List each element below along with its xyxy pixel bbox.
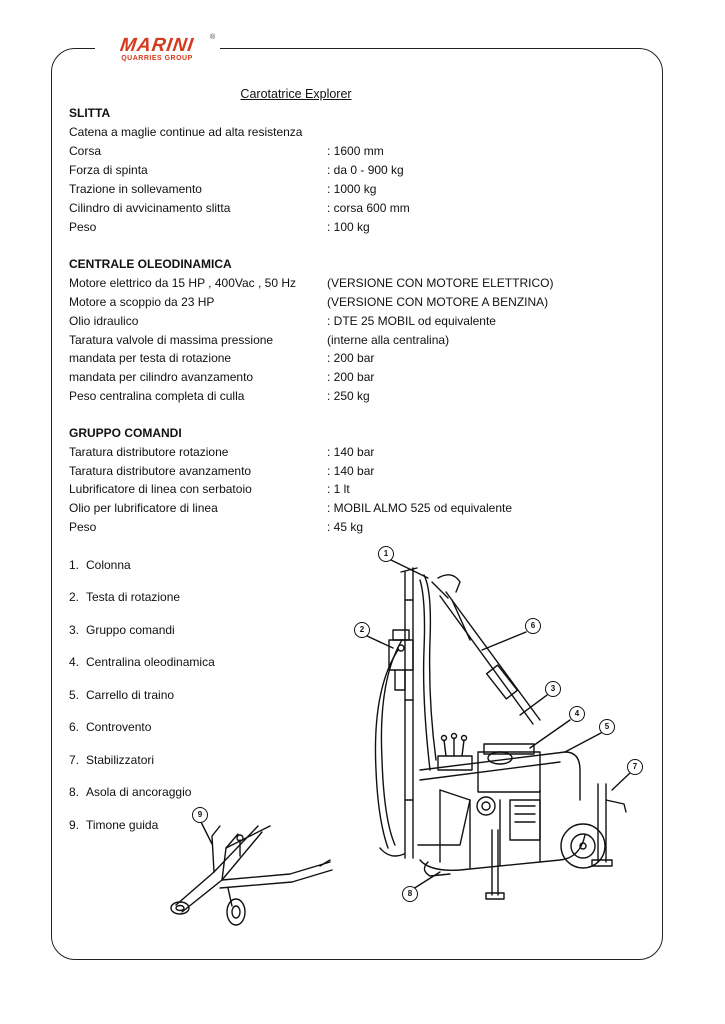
spec-value: : 250 kg xyxy=(327,389,370,403)
spec-label: Forza di spinta xyxy=(69,163,148,177)
callout-4: 4 xyxy=(569,706,585,722)
spec-label: Motore a scoppio da 23 HP xyxy=(69,295,215,309)
logo-main-text: MARINI xyxy=(118,35,196,56)
callout-8: 8 xyxy=(402,886,418,902)
spec-value: : corsa 600 mm xyxy=(327,201,410,215)
callout-7: 7 xyxy=(627,759,643,775)
spec-label: Taratura valvole di massima pressione xyxy=(69,333,274,347)
callout-5: 5 xyxy=(599,719,615,735)
spec-value: : 140 bar xyxy=(327,464,375,478)
document-title: Carotatrice Explorer xyxy=(240,87,352,101)
spec-value: : 45 kg xyxy=(327,520,364,534)
spec-label: Peso centralina completa di culla xyxy=(69,389,245,403)
part-item: 3. Gruppo comandi xyxy=(69,623,175,637)
part-item: 4. Centralina oleodinamica xyxy=(69,655,215,669)
part-item: 2. Testa di rotazione xyxy=(69,590,181,604)
part-item: 8. Asola di ancoraggio xyxy=(69,785,192,799)
spec-value: (VERSIONE CON MOTORE ELETTRICO) xyxy=(327,276,554,290)
part-item: 5. Carrello di traino xyxy=(69,688,175,702)
spec-label: Corsa xyxy=(69,144,102,158)
spec-label: Taratura distributore rotazione xyxy=(69,445,229,459)
spec-value: : 200 bar xyxy=(327,370,375,384)
spec-label: mandata per cilindro avanzamento xyxy=(69,370,254,384)
spec-value: : 100 kg xyxy=(327,220,370,234)
spec-label: Cilindro di avvicinamento slitta xyxy=(69,201,231,215)
spec-label: Lubrificatore di linea con serbatoio xyxy=(69,482,252,496)
spec-value: : 1 lt xyxy=(327,482,350,496)
section-heading-centrale: CENTRALE OLEODINAMICA xyxy=(69,257,232,271)
spec-label: Peso xyxy=(69,220,97,234)
part-item: 1. Colonna xyxy=(69,558,131,572)
logo-registered-mark: ® xyxy=(210,34,216,41)
section-heading-slitta: SLITTA xyxy=(69,106,111,120)
callout-6: 6 xyxy=(525,618,541,634)
spec-label: Taratura distributore avanzamento xyxy=(69,464,252,478)
spec-label: mandata per testa di rotazione xyxy=(69,351,232,365)
spec-value: : 1000 kg xyxy=(327,182,377,196)
spec-value: : 140 bar xyxy=(327,445,375,459)
spec-value: : 1600 mm xyxy=(327,144,384,158)
spec-label: Trazione in sollevamento xyxy=(69,182,202,196)
part-item: 6. Controvento xyxy=(69,720,152,734)
section-heading-gruppo-comandi: GRUPPO COMANDI xyxy=(69,426,182,440)
spec-label: Catena a maglie continue ad alta resistenza xyxy=(69,125,303,139)
spec-value: : 200 bar xyxy=(327,351,375,365)
spec-value: : da 0 - 900 kg xyxy=(327,163,404,177)
logo-subtitle: QUARRIES GROUP xyxy=(121,55,193,62)
part-item: 9. Timone guida xyxy=(69,818,159,832)
spec-value: (interne alla centralina) xyxy=(327,333,450,347)
spec-value: : DTE 25 MOBIL od equivalente xyxy=(327,314,496,328)
spec-label: Olio idraulico xyxy=(69,314,139,328)
callout-9: 9 xyxy=(192,807,208,823)
callout-3: 3 xyxy=(545,681,561,697)
spec-value: : MOBIL ALMO 525 od equivalente xyxy=(327,501,512,515)
spec-label: Olio per lubrificatore di linea xyxy=(69,501,218,515)
spec-value: (VERSIONE CON MOTORE A BENZINA) xyxy=(327,295,549,309)
callout-2: 2 xyxy=(354,622,370,638)
part-item: 7. Stabilizzatori xyxy=(69,753,155,767)
callout-1: 1 xyxy=(378,546,394,562)
spec-label: Peso xyxy=(69,520,97,534)
spec-label: Motore elettrico da 15 HP , 400Vac , 50 Hz xyxy=(69,276,297,290)
